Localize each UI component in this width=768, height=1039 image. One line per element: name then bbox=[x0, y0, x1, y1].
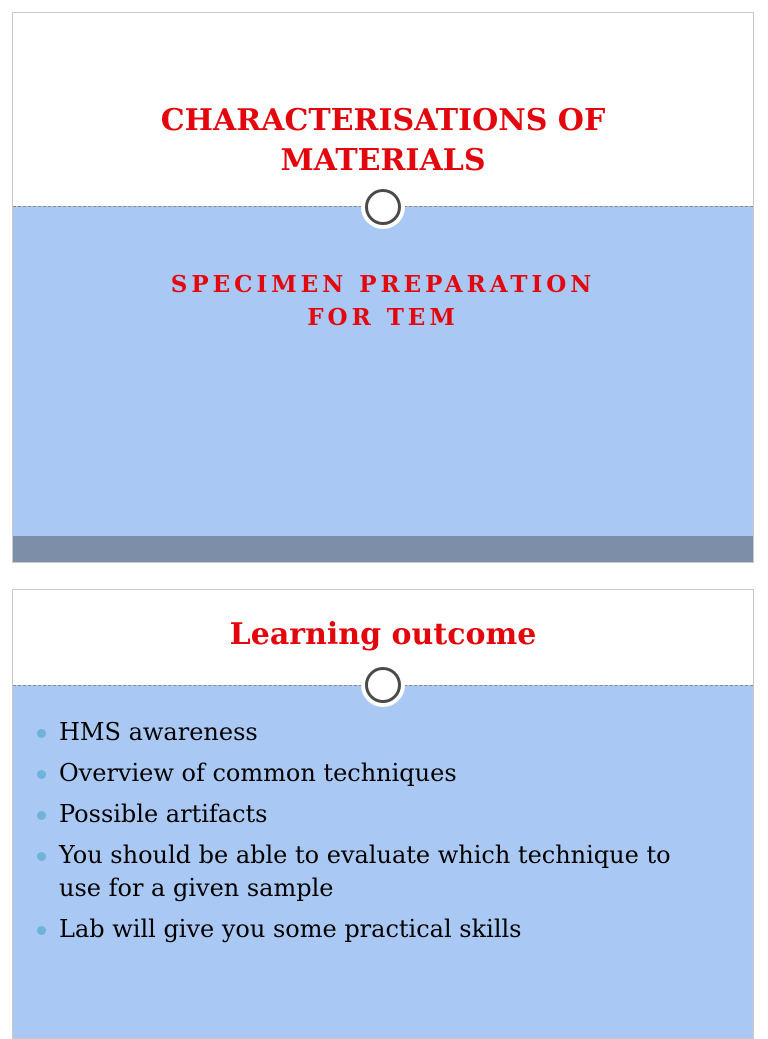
bullet-dot-icon bbox=[37, 852, 46, 861]
list-item-text: You should be able to evaluate which technique to use for a given sample bbox=[59, 841, 671, 902]
title-line-1: CHARACTERISATIONS OF bbox=[160, 103, 606, 138]
list-item-text: Possible artifacts bbox=[59, 800, 268, 828]
list-item-text: Lab will give you some practical skills bbox=[59, 915, 522, 943]
slide-learning-outcome bbox=[12, 589, 754, 1039]
list-item bbox=[35, 798, 713, 831]
bullet-dot-icon bbox=[37, 926, 46, 935]
slide-title-text bbox=[13, 101, 753, 181]
list-item bbox=[35, 839, 713, 905]
list-item-text: HMS awareness bbox=[59, 718, 258, 746]
bullet-list bbox=[35, 716, 713, 954]
title-line-2: MATERIALS bbox=[280, 143, 486, 178]
ring-ornament-icon bbox=[365, 189, 401, 225]
bullet-dot-icon bbox=[37, 729, 46, 738]
subtitle-line-1: SPECIMEN PREPARATION bbox=[170, 271, 596, 298]
bullet-dot-icon bbox=[37, 770, 46, 779]
list-item bbox=[35, 913, 713, 946]
slide-body bbox=[13, 206, 753, 538]
slide-title bbox=[12, 12, 754, 563]
list-item-text: Overview of common techniques bbox=[59, 759, 457, 787]
footer-bar bbox=[13, 536, 753, 562]
ring-ornament-icon bbox=[365, 667, 401, 703]
slide-title-text: Learning outcome bbox=[229, 617, 537, 652]
subtitle-line-2: FOR TEM bbox=[307, 304, 459, 331]
list-item bbox=[35, 757, 713, 790]
slide-subtitle bbox=[13, 268, 753, 334]
list-item bbox=[35, 716, 713, 749]
bullet-dot-icon bbox=[37, 811, 46, 820]
